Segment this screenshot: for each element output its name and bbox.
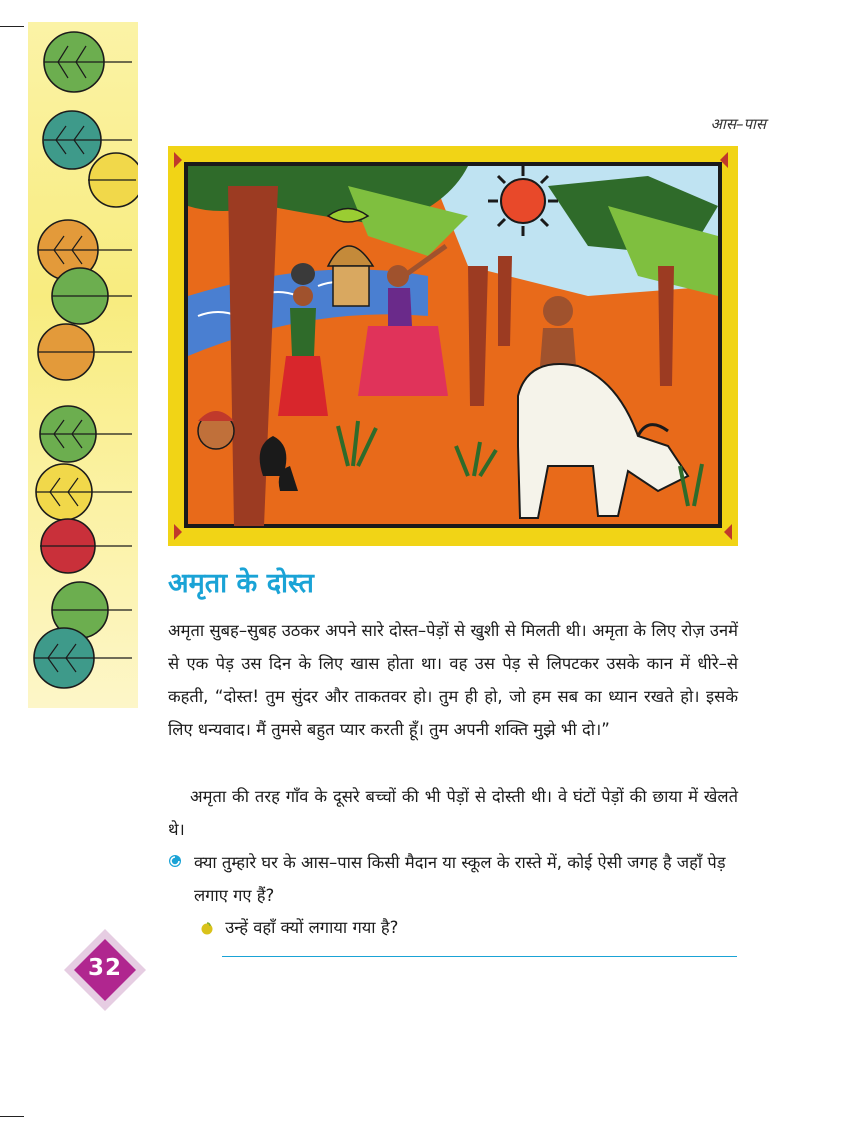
story-illustration xyxy=(168,146,738,546)
sub-question-block xyxy=(200,913,398,943)
decorative-leaf-strip xyxy=(28,22,138,708)
crop-mark-bottom xyxy=(0,1116,24,1117)
answer-line[interactable] xyxy=(222,956,737,957)
section-title: अमृता के दोस्त xyxy=(168,568,314,599)
story-paragraph-1: अमृता सुबह–सुबह उठकर अपने सारे दोस्त–पेड़ों से खुशी से मिलती थी। अमृता के लिए रोज़ उनमें से एक पेड़ उस दिन के लिए खास होता था। वह उस पेड़ से लिपटकर उसके कान में धीरे–से कहती, “दोस्त! तुम सुंदर और ताकतवर हो। तुम ही हो, जो हम सब का ध्यान रखते हो। इसके लिए धन्यवाद। मैं तुमसे बहुत प्यार करती हूँ। तुम अपनी शक्ति मुझे भी दो।” xyxy=(168,621,738,739)
blue-swirl-bullet-icon xyxy=(168,854,182,868)
question-block xyxy=(168,846,738,912)
page-number: 32 xyxy=(87,955,122,981)
running-head: आस–पास xyxy=(710,115,766,133)
sub-question-text: उन्हें वहाँ क्यों लगाया गया है? xyxy=(225,918,399,937)
crop-mark-top xyxy=(0,26,24,27)
question-text: क्या तुम्हारे घर के आस–पास किसी मैदान या स्कूल के रास्ते में, कोई ऐसी जगह है जहाँ पेड़ लगाए गए हैं? xyxy=(194,853,726,905)
yellow-bullet-icon xyxy=(200,921,214,935)
story-paragraph-2: अमृता की तरह गाँव के दूसरे बच्चों की भी पेड़ों से दोस्ती थी। वे घंटों पेड़ों की छाया में खेलते थे। xyxy=(168,787,738,839)
leaf-pattern-illustration xyxy=(28,22,138,708)
